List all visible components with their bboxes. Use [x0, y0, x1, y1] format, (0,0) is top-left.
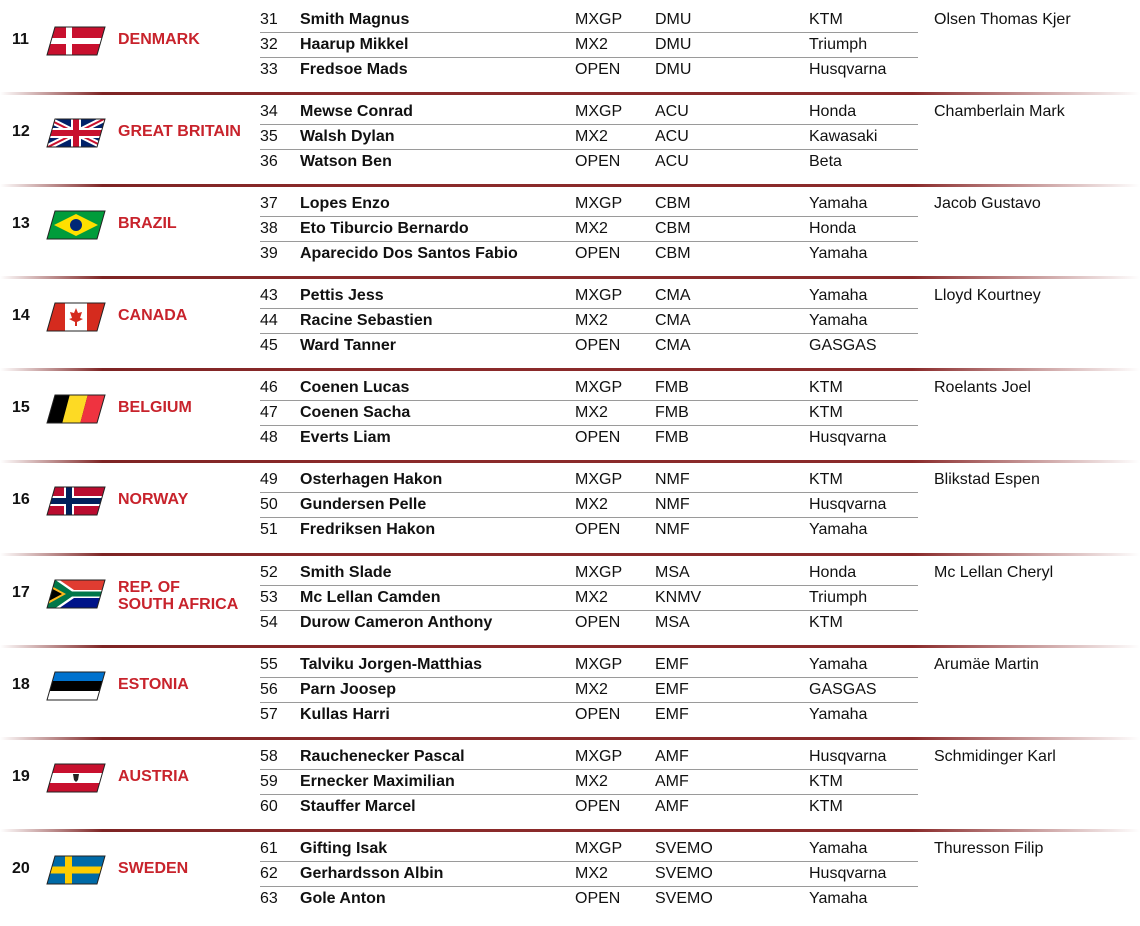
row-divider [260, 32, 918, 33]
rider-class: MXGP [575, 471, 623, 488]
rider-name: Rauchenecker Pascal [300, 748, 465, 765]
rider-name: Lopes Enzo [300, 195, 390, 212]
rider-class: MX2 [575, 865, 608, 882]
rider-federation: KNMV [655, 589, 702, 606]
rider-bike: Yamaha [809, 287, 868, 304]
team-rank: 17 [12, 584, 30, 601]
row-divider [260, 585, 918, 586]
rider-federation: NMF [655, 521, 690, 538]
rider-number: 45 [260, 337, 278, 354]
rider-bike: Beta [809, 153, 842, 170]
canada-flag-icon [46, 302, 106, 332]
row-divider [260, 333, 918, 334]
rider-class: MXGP [575, 379, 623, 396]
team-rank: 12 [12, 123, 30, 140]
rider-class: MXGP [575, 656, 623, 673]
rider-number: 34 [260, 103, 278, 120]
rider-bike: Yamaha [809, 656, 868, 673]
team-rank: 18 [12, 676, 30, 693]
rider-bike: KTM [809, 379, 843, 396]
rider-federation: AMF [655, 798, 689, 815]
rider-federation: AMF [655, 773, 689, 790]
rider-bike: Husqvarna [809, 61, 887, 78]
rider-class: MX2 [575, 36, 608, 53]
rider-number: 36 [260, 153, 278, 170]
rider-name: Eto Tiburcio Bernardo [300, 220, 469, 237]
rider-class: OPEN [575, 521, 621, 538]
team-separator [0, 553, 1140, 556]
rider-bike: Husqvarna [809, 496, 887, 513]
row-divider [260, 517, 918, 518]
team-country: AUSTRIA [118, 768, 190, 785]
team-country: SWEDEN [118, 860, 189, 877]
team-country [118, 579, 238, 613]
rider-number: 48 [260, 429, 278, 446]
row-divider [260, 610, 918, 611]
rider-number: 58 [260, 748, 278, 765]
estonia-flag-icon [46, 671, 106, 701]
team-separator [0, 460, 1140, 463]
rider-number: 44 [260, 312, 278, 329]
rider-class: OPEN [575, 798, 621, 815]
rider-federation: CBM [655, 220, 691, 237]
rider-name: Parn Joosep [300, 681, 397, 698]
team-separator [0, 92, 1140, 95]
rider-bike: Husqvarna [809, 429, 887, 446]
rider-name: Everts Liam [300, 429, 391, 446]
rider-bike: KTM [809, 773, 843, 790]
rider-number: 35 [260, 128, 278, 145]
team-manager: Chamberlain Mark [934, 103, 1065, 120]
rider-number: 46 [260, 379, 278, 396]
rider-name: Gundersen Pelle [300, 496, 427, 513]
austria-flag-icon [46, 763, 106, 793]
team-rank: 11 [12, 31, 29, 48]
row-divider [260, 149, 918, 150]
rider-number: 61 [260, 840, 278, 857]
rider-class: MXGP [575, 287, 623, 304]
rider-number: 60 [260, 798, 278, 815]
rider-class: MX2 [575, 773, 608, 790]
rider-bike: KTM [809, 471, 843, 488]
norway-flag-icon [46, 486, 106, 516]
row-divider [260, 794, 918, 795]
rider-federation: EMF [655, 656, 689, 673]
rider-federation: CBM [655, 245, 691, 262]
team-manager: Schmidinger Karl [934, 748, 1056, 765]
row-divider [260, 425, 918, 426]
rider-federation: MSA [655, 614, 690, 631]
rider-class: MX2 [575, 404, 608, 421]
rider-number: 32 [260, 36, 278, 53]
rider-class: OPEN [575, 61, 621, 78]
rider-bike: Yamaha [809, 706, 868, 723]
rider-class: MXGP [575, 195, 623, 212]
team-rank: 14 [12, 307, 30, 324]
team-block-austria [0, 733, 1140, 825]
rider-name: Coenen Lucas [300, 379, 410, 396]
rider-name: Smith Slade [300, 564, 392, 581]
rider-bike: KTM [809, 11, 843, 28]
rider-class: MX2 [575, 496, 608, 513]
rider-name: Gerhardsson Albin [300, 865, 444, 882]
team-separator [0, 276, 1140, 279]
rider-name: Stauffer Marcel [300, 798, 416, 815]
rider-name: Osterhagen Hakon [300, 471, 443, 488]
rider-class: MX2 [575, 681, 608, 698]
row-divider [260, 677, 918, 678]
row-divider [260, 492, 918, 493]
team-block-belgium [0, 364, 1140, 456]
row-divider [260, 702, 918, 703]
team-country: CANADA [118, 307, 188, 324]
rider-class: MX2 [575, 312, 608, 329]
rider-name: Ernecker Maximilian [300, 773, 455, 790]
rider-class: OPEN [575, 429, 621, 446]
rider-federation: ACU [655, 103, 689, 120]
team-manager: Thuresson Filip [934, 840, 1044, 857]
rider-class: OPEN [575, 153, 621, 170]
rider-name: Fredriksen Hakon [300, 521, 436, 538]
rider-bike: Triumph [809, 36, 868, 53]
rider-bike: Honda [809, 220, 857, 237]
team-country: DENMARK [118, 31, 200, 48]
rider-federation: SVEMO [655, 840, 713, 857]
rider-number: 56 [260, 681, 278, 698]
row-divider [260, 216, 918, 217]
rider-name: Mewse Conrad [300, 103, 413, 120]
great-britain-flag-icon [46, 118, 106, 148]
row-divider [260, 886, 918, 887]
team-block-brazil [0, 180, 1140, 272]
rider-class: MX2 [575, 128, 608, 145]
rider-name: Gifting Isak [300, 840, 388, 857]
rider-number: 47 [260, 404, 278, 421]
row-divider [260, 308, 918, 309]
team-country: NORWAY [118, 491, 189, 508]
belgium-flag-icon [46, 394, 106, 424]
team-rank: 13 [12, 215, 30, 232]
team-country: BRAZIL [118, 215, 177, 232]
row-divider [260, 861, 918, 862]
rider-bike: Yamaha [809, 890, 868, 907]
rider-name: Haarup Mikkel [300, 36, 409, 53]
rider-number: 38 [260, 220, 278, 237]
team-separator [0, 368, 1140, 371]
rider-federation: CMA [655, 337, 691, 354]
team-rank: 20 [12, 860, 30, 877]
row-divider [260, 241, 918, 242]
rider-federation: EMF [655, 681, 689, 698]
rider-name: Smith Magnus [300, 11, 410, 28]
rider-class: OPEN [575, 614, 621, 631]
rider-bike: GASGAS [809, 337, 877, 354]
rider-number: 54 [260, 614, 278, 631]
team-manager: Mc Lellan Cheryl [934, 564, 1054, 581]
rider-name: Talviku Jorgen-Matthias [300, 656, 482, 673]
team-manager: Olsen Thomas Kjer [934, 11, 1071, 28]
rider-class: OPEN [575, 890, 621, 907]
rider-class: MXGP [575, 840, 623, 857]
rider-bike: Kawasaki [809, 128, 878, 145]
rider-class: OPEN [575, 706, 621, 723]
rider-number: 49 [260, 471, 278, 488]
rider-number: 57 [260, 706, 278, 723]
rider-bike: Yamaha [809, 245, 868, 262]
rider-bike: GASGAS [809, 681, 877, 698]
rider-federation: ACU [655, 128, 689, 145]
rider-name: Fredsoe Mads [300, 61, 408, 78]
rider-name: Mc Lellan Camden [300, 589, 441, 606]
rider-name: Aparecido Dos Santos Fabio [300, 245, 518, 262]
rider-class: MX2 [575, 589, 608, 606]
rider-class: MXGP [575, 564, 623, 581]
rider-class: MXGP [575, 11, 623, 28]
team-block-canada [0, 272, 1140, 364]
rider-class: MXGP [575, 748, 623, 765]
rider-number: 50 [260, 496, 278, 513]
rider-number: 43 [260, 287, 278, 304]
rider-number: 51 [260, 521, 278, 538]
rider-bike: KTM [809, 404, 843, 421]
team-block-sweden [0, 825, 1140, 917]
rider-class: MX2 [575, 220, 608, 237]
rider-bike: Honda [809, 564, 857, 581]
row-divider [260, 400, 918, 401]
rider-name: Kullas Harri [300, 706, 390, 723]
rider-bike: Honda [809, 103, 857, 120]
rider-bike: KTM [809, 614, 843, 631]
rider-bike: Triumph [809, 589, 868, 606]
rider-number: 62 [260, 865, 278, 882]
team-country: ESTONIA [118, 676, 189, 693]
rider-federation: NMF [655, 496, 690, 513]
rider-class: MXGP [575, 103, 623, 120]
rider-federation: CMA [655, 312, 691, 329]
row-divider [260, 769, 918, 770]
rider-federation: CBM [655, 195, 691, 212]
team-separator [0, 184, 1140, 187]
row-divider [260, 57, 918, 58]
rider-federation: FMB [655, 379, 689, 396]
team-country-line-1: REP. OF [118, 579, 180, 596]
rider-federation: CMA [655, 287, 691, 304]
team-separator [0, 645, 1140, 648]
rider-bike: Yamaha [809, 195, 868, 212]
rider-bike: Husqvarna [809, 865, 887, 882]
rider-bike: Yamaha [809, 312, 868, 329]
rider-federation: NMF [655, 471, 690, 488]
rider-number: 33 [260, 61, 278, 78]
team-block-denmark [0, 0, 1140, 88]
rider-number: 59 [260, 773, 278, 790]
rider-number: 52 [260, 564, 278, 581]
sweden-flag-icon [46, 855, 106, 885]
team-rank: 15 [12, 399, 30, 416]
team-country-line-2: SOUTH AFRICA [118, 596, 239, 613]
rider-bike: KTM [809, 798, 843, 815]
rider-federation: DMU [655, 36, 692, 53]
rider-number: 37 [260, 195, 278, 212]
denmark-flag-icon [46, 26, 106, 56]
south-africa-flag-icon [46, 579, 106, 609]
rider-federation: ACU [655, 153, 689, 170]
rider-federation: SVEMO [655, 890, 713, 907]
rider-class: OPEN [575, 337, 621, 354]
rider-federation: EMF [655, 706, 689, 723]
rider-federation: FMB [655, 429, 689, 446]
rider-number: 39 [260, 245, 278, 262]
rider-name: Durow Cameron Anthony [300, 614, 493, 631]
team-manager: Lloyd Kourtney [934, 287, 1041, 304]
rider-bike: Husqvarna [809, 748, 887, 765]
rider-federation: MSA [655, 564, 690, 581]
rider-name: Racine Sebastien [300, 312, 433, 329]
team-rank: 19 [12, 768, 30, 785]
row-divider [260, 124, 918, 125]
rider-name: Coenen Sacha [300, 404, 411, 421]
rider-name: Gole Anton [300, 890, 386, 907]
rider-number: 55 [260, 656, 278, 673]
team-block-south-africa [0, 549, 1140, 641]
rider-federation: DMU [655, 61, 692, 78]
rider-bike: Yamaha [809, 840, 868, 857]
rider-number: 63 [260, 890, 278, 907]
team-manager: Roelants Joel [934, 379, 1031, 396]
team-manager: Jacob Gustavo [934, 195, 1041, 212]
rider-bike: Yamaha [809, 521, 868, 538]
team-block-great-britain [0, 88, 1140, 180]
rider-federation: FMB [655, 404, 689, 421]
team-separator [0, 829, 1140, 832]
rider-federation: SVEMO [655, 865, 713, 882]
rider-federation: DMU [655, 11, 692, 28]
brazil-flag-icon [46, 210, 106, 240]
team-manager: Arumäe Martin [934, 656, 1039, 673]
rider-name: Pettis Jess [300, 287, 384, 304]
team-country: BELGIUM [118, 399, 192, 416]
rider-name: Watson Ben [300, 153, 392, 170]
team-block-estonia [0, 641, 1140, 733]
rider-federation: AMF [655, 748, 689, 765]
team-rank: 16 [12, 491, 30, 508]
team-block-norway [0, 456, 1140, 548]
rider-number: 31 [260, 11, 278, 28]
rider-class: OPEN [575, 245, 621, 262]
team-country: GREAT BRITAIN [118, 123, 241, 140]
team-separator [0, 737, 1140, 740]
rider-name: Walsh Dylan [300, 128, 395, 145]
rider-number: 53 [260, 589, 278, 606]
rider-name: Ward Tanner [300, 337, 397, 354]
team-manager: Blikstad Espen [934, 471, 1040, 488]
